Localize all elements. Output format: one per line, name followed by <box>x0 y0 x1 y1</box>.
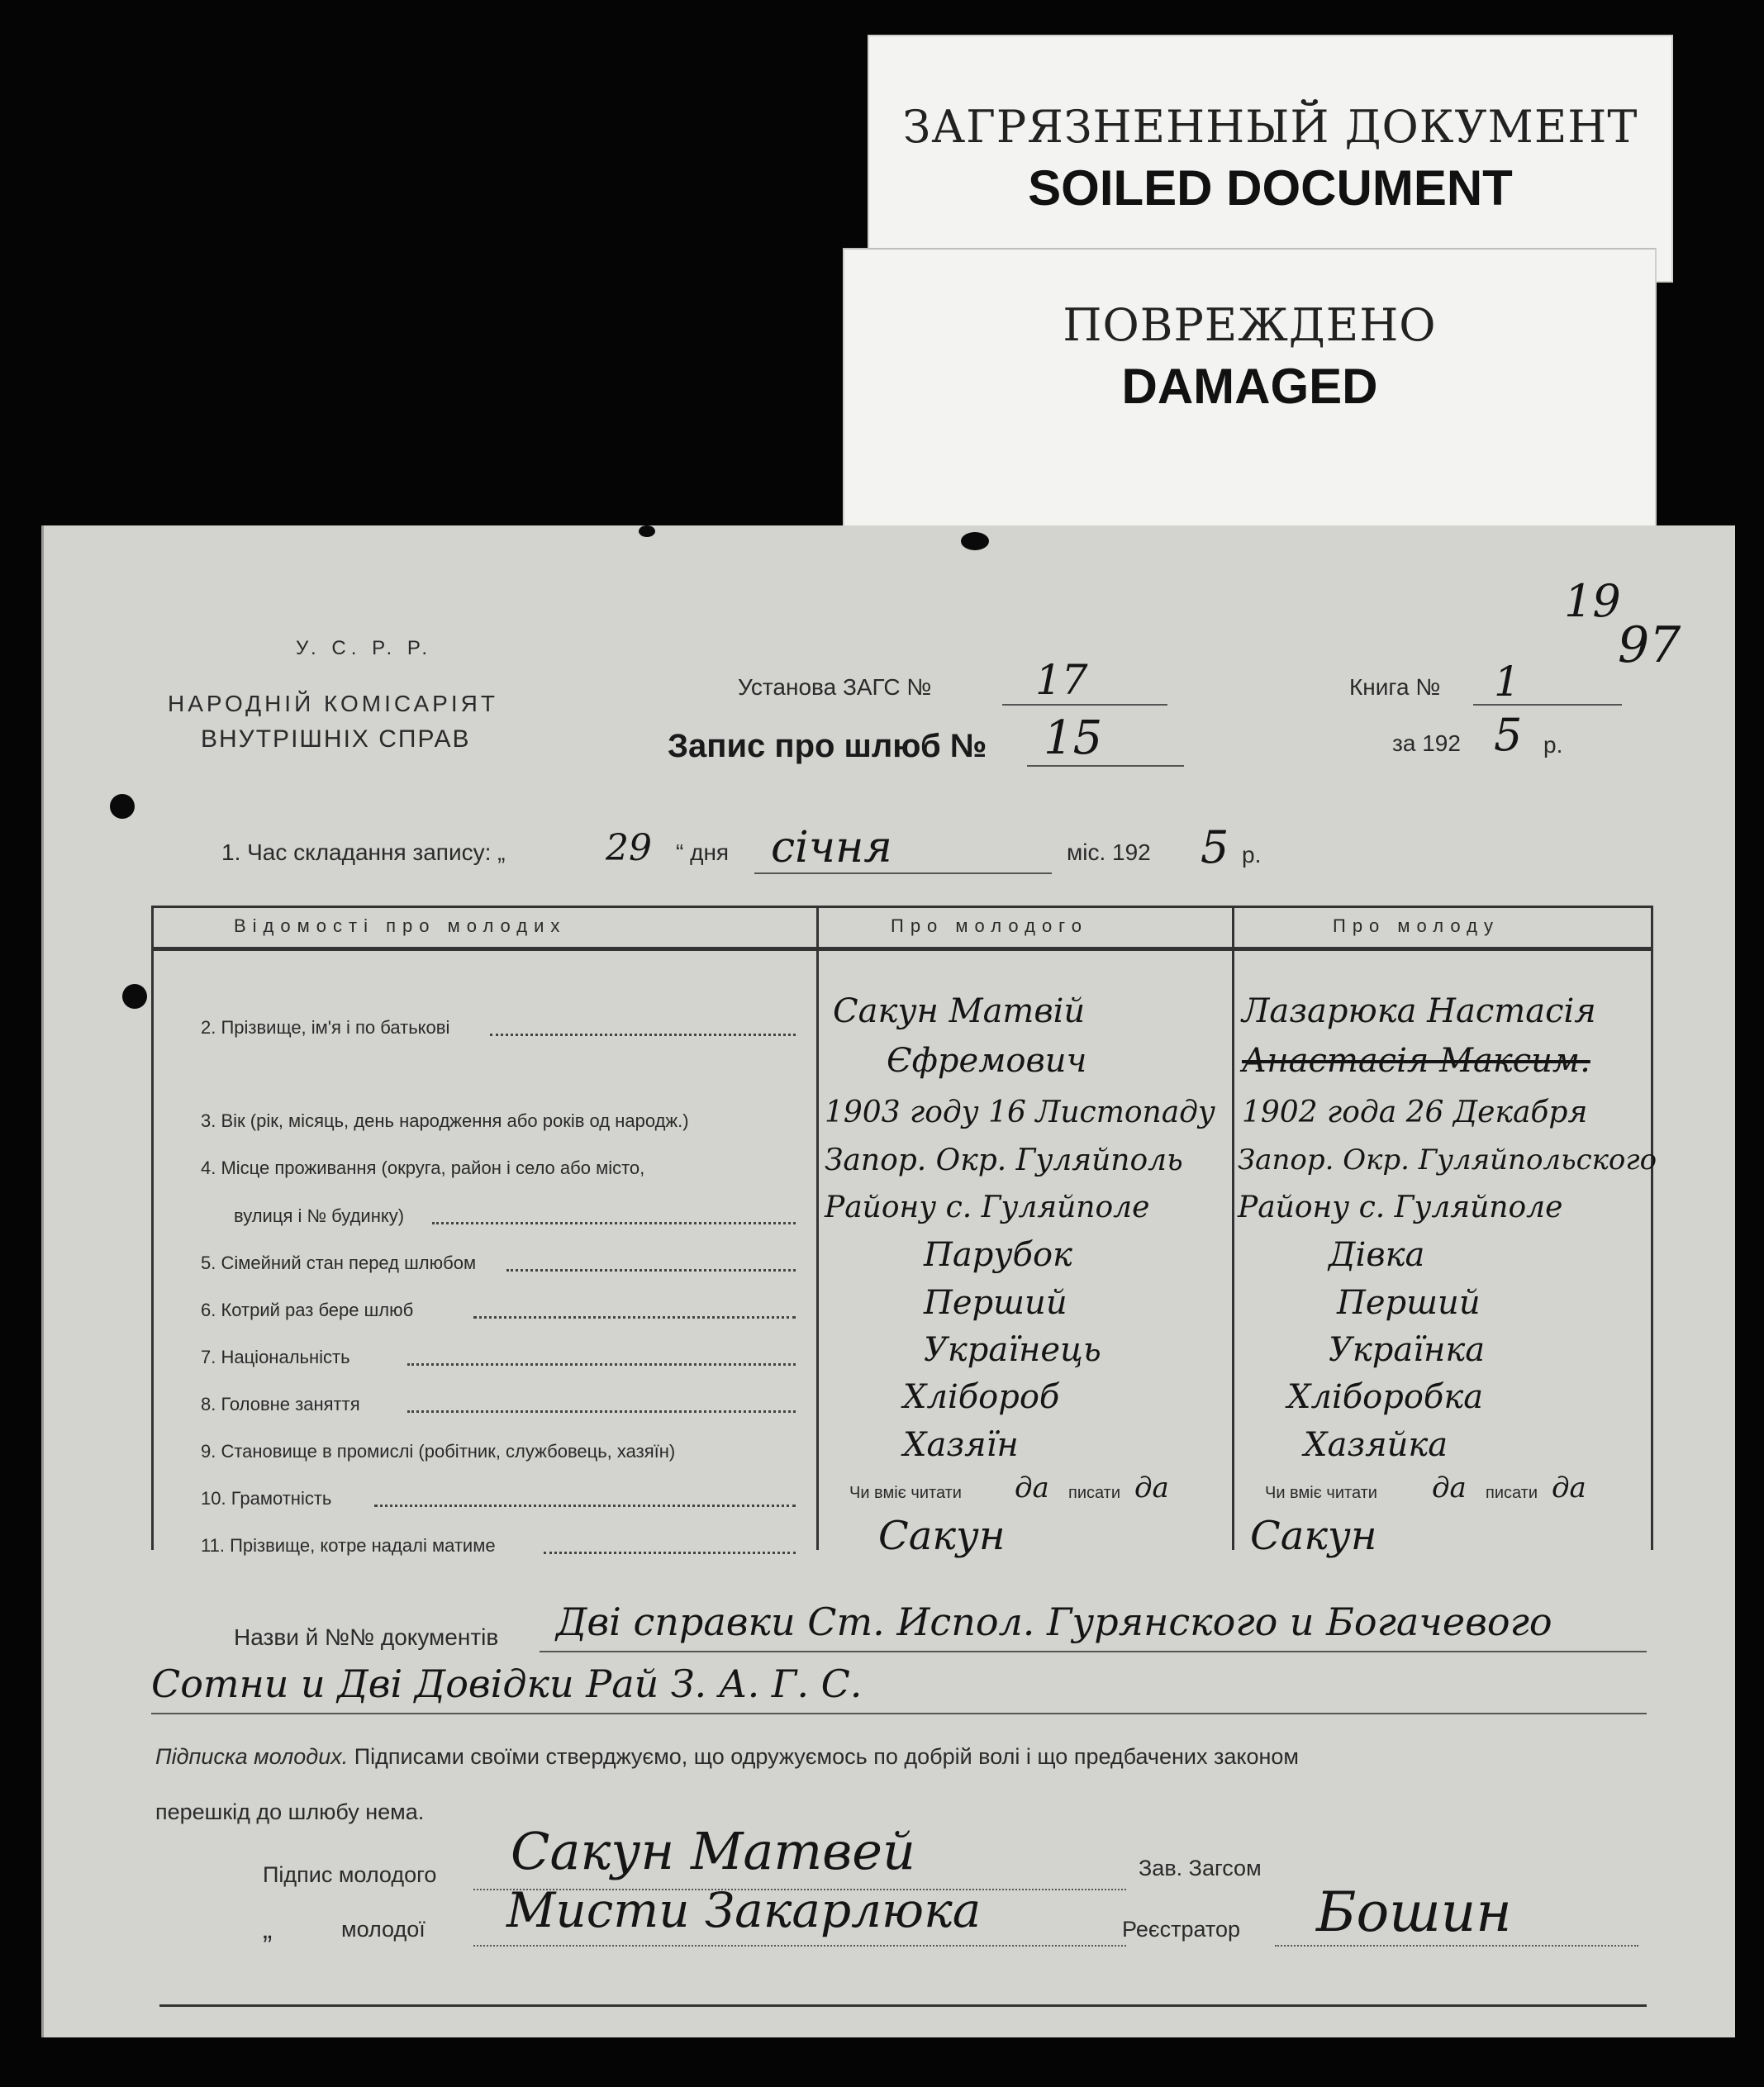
row-label-industry-position: 9. Становище в промислі (робітник, службовець, хазяїн) <box>201 1441 676 1462</box>
groom-patronymic: Єфремович <box>887 1042 1087 1080</box>
groom-nationality: Українець <box>924 1331 1101 1369</box>
row-label-nationality: 7. Національність <box>201 1347 350 1367</box>
record-number-underline <box>1027 765 1184 767</box>
documents-label: Назви й №№ документів <box>234 1624 499 1650</box>
row-label-residence-street: вулиця і № будинку) <box>234 1205 405 1226</box>
record-year-suffix: р. <box>1242 842 1262 868</box>
groom-birth-date: 1903 году 16 Листопаду <box>825 1096 1215 1129</box>
row-leader-future-surname <box>544 1552 796 1554</box>
documents-line-2: Сотни и Дві Довідки Рай З. А. Г. С. <box>151 1662 863 1706</box>
documents-underline-2 <box>151 1713 1647 1714</box>
groom-industry-position: Хазяїн <box>903 1426 1019 1464</box>
record-day-label: “ дня <box>676 839 730 865</box>
bride-can-read: да <box>1432 1471 1467 1505</box>
archive-folio-number: 97 <box>1618 616 1681 674</box>
soiled-notice-english: SOILED DOCUMENT <box>1028 160 1513 216</box>
groom-read-label: Чи вміє читати <box>849 1484 962 1502</box>
commissariat-line-1: НАРОДНІЙ КОМІСАРІЯТ <box>168 691 498 716</box>
groom-marriage-count: Перший <box>924 1284 1067 1322</box>
record-time-label: 1. Час складання запису: „ <box>221 839 506 865</box>
marriage-record-form <box>41 525 1735 2037</box>
stain-mark <box>639 525 655 537</box>
book-label: Книга № <box>1349 674 1441 700</box>
registry-head-label: Зав. Загсом <box>1139 1856 1262 1880</box>
groom-residence-2: Району с. Гуляйполе <box>825 1191 1150 1224</box>
groom-full-name: Сакун Матвій <box>833 992 1086 1030</box>
row-label-age: 3. Вік (рік, місяць, день народження або років од народж.) <box>201 1110 689 1131</box>
oath-heading: Підписка молодих. <box>155 1744 349 1769</box>
row-leader-residence-street <box>432 1222 796 1224</box>
oath-text <box>155 1744 1299 1770</box>
republic-abbreviation: У. С. Р. Р. <box>296 637 433 659</box>
book-underline <box>1473 704 1622 706</box>
row-label-residence: 4. Місце проживання (округа, район і село або місто, <box>201 1158 645 1178</box>
form-bottom-rule <box>159 2004 1647 2007</box>
damaged-document-notice <box>843 248 1657 533</box>
row-leader-full-name <box>490 1034 796 1036</box>
row-leader-marriage-count <box>473 1316 796 1319</box>
record-month: січня <box>771 823 892 872</box>
punch-hole-left-2 <box>122 984 147 1009</box>
groom-residence-1: Запор. Окр. Гуляйполь <box>825 1143 1183 1177</box>
institution-label: Установа ЗАГС № <box>738 674 932 700</box>
soiled-document-notice <box>868 35 1673 283</box>
groom-can-read: да <box>1015 1471 1049 1505</box>
record-month-underline <box>754 872 1052 874</box>
record-year-digit: 5 <box>1201 821 1229 873</box>
table-left-border <box>151 906 154 1550</box>
row-label-marriage-count: 6. Котрий раз бере шлюб <box>201 1300 414 1320</box>
groom-signature-label: Підпис молодого <box>263 1862 437 1887</box>
year-digit: 5 <box>1494 709 1523 761</box>
year-label: за 192 <box>1392 730 1461 756</box>
punch-hole-top <box>961 532 989 550</box>
year-suffix: р. <box>1543 732 1563 758</box>
bride-residence-1: Запор. Окр. Гуляйпольского <box>1238 1143 1657 1177</box>
damaged-notice-russian: ПОВРЕЖДЕНО <box>1063 299 1437 351</box>
bride-future-surname: Сакун <box>1250 1513 1377 1559</box>
registrar-signature: Бошин <box>1316 1880 1512 1944</box>
record-month-label: міс. 192 <box>1067 839 1151 865</box>
bride-read-label: Чи вміє читати <box>1265 1484 1377 1502</box>
book-number: 1 <box>1494 658 1520 706</box>
header-about-groom: Про молодого <box>891 915 1088 936</box>
documents-line-1: Дві справки Ст. Испол. Гурянского и Богачевого <box>556 1600 1552 1644</box>
table-header-border <box>151 947 1651 951</box>
row-label-literacy: 10. Грамотність <box>201 1488 332 1509</box>
registrar-signature-underline <box>1275 1945 1638 1947</box>
institution-number: 17 <box>1035 656 1088 704</box>
bride-birth-date: 1902 года 26 Декабря <box>1242 1096 1588 1129</box>
punch-hole-left-1 <box>110 794 135 819</box>
bride-signature-label: молодої <box>341 1917 426 1942</box>
row-leader-literacy <box>374 1505 796 1507</box>
bride-name-correction: Анастасія Максим. <box>1242 1042 1590 1080</box>
groom-signature: Сакун Матвей <box>511 1821 915 1881</box>
row-label-future-surname: 11. Прізвище, котре надалі матиме <box>201 1535 496 1556</box>
bride-write-label: писати <box>1486 1484 1538 1502</box>
header-about-bride: Про молоду <box>1333 915 1500 936</box>
bride-signature-underline <box>473 1945 1126 1947</box>
bride-signature: Мисти Закарлюка <box>506 1882 982 1938</box>
oath-text-continued: перешкід до шлюбу нема. <box>155 1799 425 1824</box>
record-day: 29 <box>606 827 652 869</box>
bride-residence-2: Району с. Гуляйполе <box>1238 1191 1563 1224</box>
groom-future-surname: Сакун <box>878 1513 1006 1559</box>
groom-marital-status: Парубок <box>924 1236 1072 1274</box>
bride-marriage-count: Перший <box>1337 1284 1481 1322</box>
groom-write-label: писати <box>1068 1484 1121 1502</box>
damaged-notice-english: DAMAGED <box>1121 359 1378 414</box>
table-right-border <box>1651 906 1653 1550</box>
oath-body: Підписами своїми стверджуємо, що одружуємось по добрій волі і що предбачених законом <box>354 1744 1299 1769</box>
row-label-full-name: 2. Прізвище, ім'я і по батькові <box>201 1017 450 1038</box>
record-number: 15 <box>1044 711 1103 765</box>
table-top-border <box>151 906 1651 908</box>
table-divider-groom <box>816 906 819 1550</box>
row-leader-marital-status <box>506 1269 796 1272</box>
table-divider-bride <box>1232 906 1234 1550</box>
documents-underline-1 <box>540 1651 1647 1652</box>
groom-occupation: Хлібороб <box>903 1378 1060 1416</box>
bride-nationality: Українка <box>1329 1331 1486 1369</box>
soiled-notice-russian: ЗАГРЯЗНЕННЫЙ ДОКУМЕНТ <box>902 101 1638 153</box>
institution-underline <box>1002 704 1167 706</box>
bride-can-write: да <box>1552 1471 1586 1505</box>
groom-can-write: да <box>1134 1471 1169 1505</box>
record-title: Запис про шлюб № <box>668 728 987 764</box>
row-label-marital-status: 5. Сімейний стан перед шлюбом <box>201 1253 477 1273</box>
row-leader-occupation <box>407 1410 796 1413</box>
bride-occupation: Хліборобка <box>1287 1378 1484 1416</box>
commissariat-line-2: ВНУТРІШНІХ СПРАВ <box>201 725 471 753</box>
row-label-occupation: 8. Головне заняття <box>201 1394 360 1414</box>
bride-marital-status: Дівка <box>1329 1236 1425 1274</box>
archive-sheet-number: 19 <box>1564 575 1621 627</box>
ditto-mark: „ <box>263 1913 273 1945</box>
row-leader-nationality <box>407 1363 796 1366</box>
registrar-label: Реєстратор <box>1122 1917 1241 1942</box>
bride-industry-position: Хазяйка <box>1304 1426 1448 1464</box>
header-info-about-couple: Відомості про молодих <box>234 915 567 936</box>
bride-full-name: Лазарюка Настасія <box>1242 992 1596 1030</box>
